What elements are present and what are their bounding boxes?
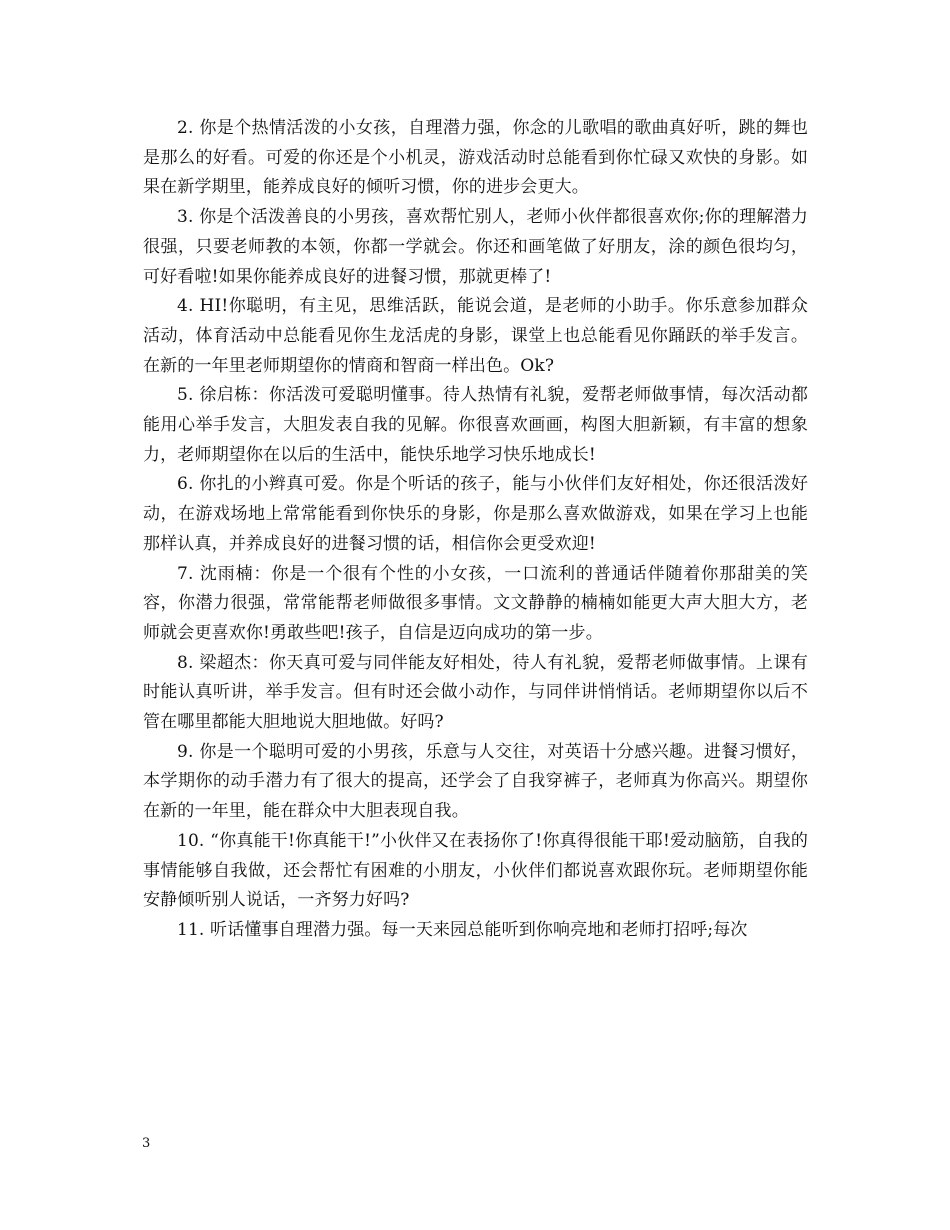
document-body bbox=[143, 114, 808, 946]
comment-paragraph-5: 5. 徐启栋：你活泼可爱聪明懂事。待人热情有礼貌，爱帮老师做事情，每次活动都能用心举手发言，大胆发表自我的见解。你很喜欢画画，构图大胆新颖，有丰富的想象力，老师期望你在以后的生活中，能快乐地学习快乐地成长! bbox=[143, 385, 808, 465]
comment-paragraph-9: 9. 你是一个聪明可爱的小男孩，乐意与人交往，对英语十分感兴趣。进餐习惯好，本学期你的动手潜力有了很大的提高，还学会了自我穿裤子，老师真为你高兴。期望你在新的一年里，能在群众中大胆表现自我。 bbox=[143, 741, 808, 822]
comment-paragraph-8: 8. 梁超杰：你天真可爱与同伴能友好相处，待人有礼貌，爱帮老师做事情。上课有时能认真听讲，举手发言。但有时还会做小动作，与同伴讲悄悄话。老师期望你以后不管在哪里都能大胆地说大胆地做。好吗? bbox=[143, 652, 808, 733]
comment-paragraph-7: 7. 沈雨楠：你是一个很有个性的小女孩，一口流利的普通话伴随着你那甜美的笑容，你潜力很强，常常能帮老师做很多事情。文文静静的楠楠如能更大声大胆大方，老师就会更喜欢你!勇敢些吧!孩子，自信是迈向成功的第一步。 bbox=[143, 563, 808, 643]
comment-paragraph-4: 4. HI!你聪明，有主见，思维活跃，能说会道，是老师的小助手。你乐意参加群众活动，体育活动中总能看见你生龙活虎的身影，课堂上也总能看见你踊跃的举手发言。在新的一年里老师期望你的情商和智商一样出色。Ok? bbox=[143, 296, 808, 376]
comment-paragraph-2: 2. 你是个热情活泼的小女孩，自理潜力强，你念的儿歌唱的歌曲真好听，跳的舞也是那么的好看。可爱的你还是个小机灵，游戏活动时总能看到你忙碌又欢快的身影。如果在新学期里，能养成良好的倾听习惯，你的进步会更大。 bbox=[143, 118, 808, 198]
comment-paragraph-6: 6. 你扎的小辫真可爱。你是个听话的孩子，能与小伙伴们友好相处，你还很活泼好动，在游戏场地上常常能看到你快乐的身影，你是那么喜欢做游戏，如果在学习上也能那样认真，并养成良好的进餐习惯的话，相信你会更受欢迎! bbox=[143, 474, 808, 554]
comment-paragraph-10: 10. “你真能干!你真能干!”小伙伴又在表扬你了!你真得很能干耶!爱动脑筋，自我的事情能够自我做，还会帮忙有困难的小朋友，小伙伴们都说喜欢跟你玩。老师期望你能安静倾听别人说话，一齐努力好吗? bbox=[143, 830, 808, 911]
page-number: 3 bbox=[142, 1136, 151, 1151]
comment-paragraph-3: 3. 你是个活泼善良的小男孩，喜欢帮忙别人，老师小伙伴都很喜欢你;你的理解潜力很强，只要老师教的本领，你都一学就会。你还和画笔做了好朋友，涂的颜色很均匀，可好看啦!如果你能养成良好的进餐习惯，那就更棒了! bbox=[143, 207, 808, 287]
comment-paragraph-11: 11. 听话懂事自理潜力强。每一天来园总能听到你响亮地和老师打招呼;每次 bbox=[177, 919, 748, 940]
